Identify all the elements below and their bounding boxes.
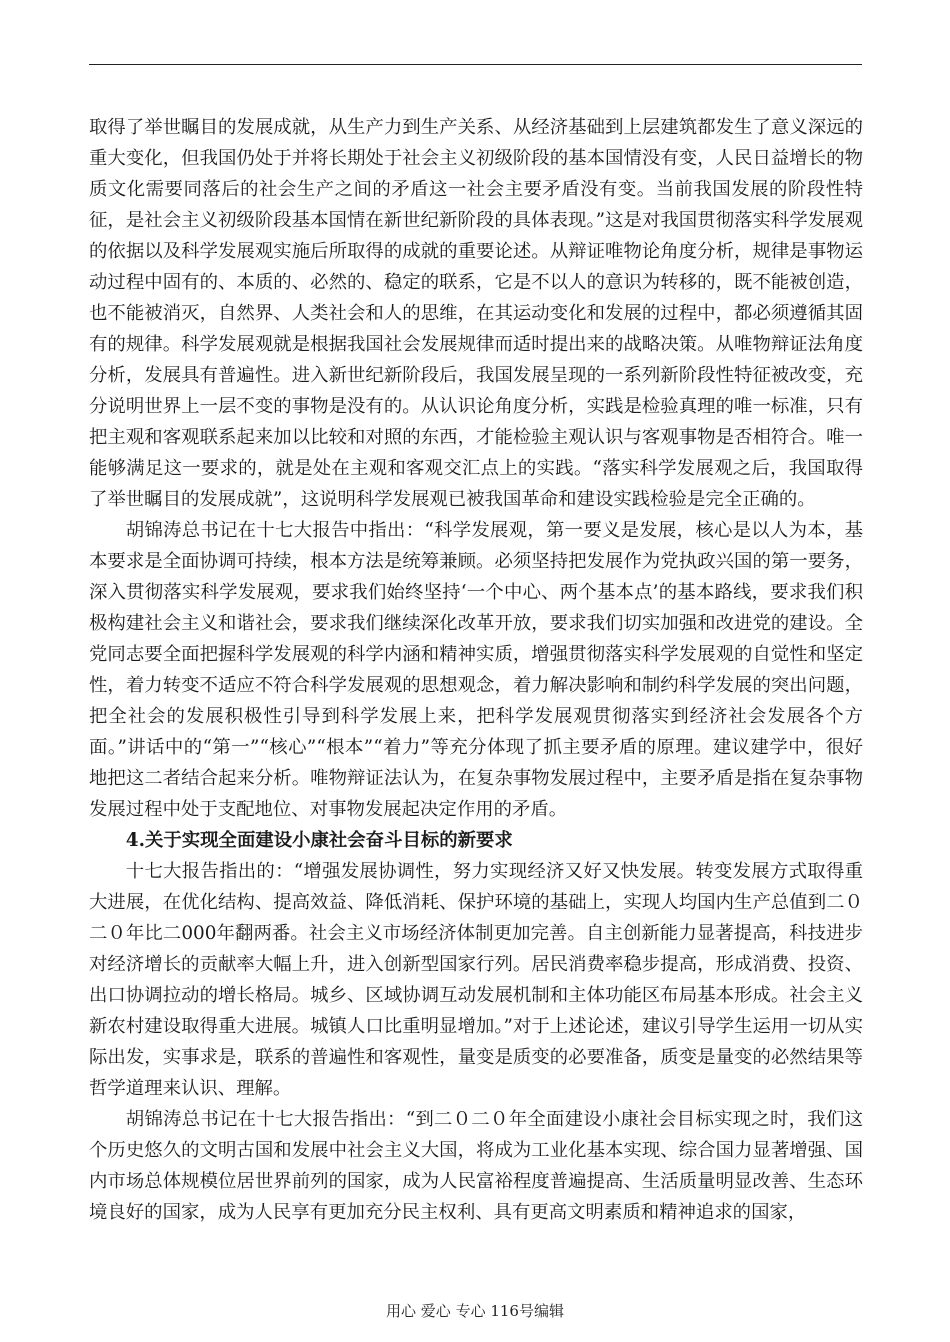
paragraph-continuation: 取得了举世瞩目的发展成就，从生产力到生产关系、从经济基础到上层建筑都发生了意义深远的重大变化，但我国仍处于并将长期处于社会主义初级阶段的基本国情没有变，人民日益增长的物质文化需要同落后的社会生产之间的矛盾这一社会主要矛盾没有变。当前我国发展的阶段性特征，是社会主义初级阶段基本国情在新世纪新阶段的具体表现。”这是对我国贯彻落实科学发展观的依据以及科学发展观实施后所取得的成就的重要论述。从辩证唯物论角度分析，规律是事物运动过程中固有的、本质的、必然的、稳定的联系，它是不以人的意识为转移的，既不能被创造，也不能被消灭，自然界、人类社会和人的思维，在其运动变化和发展的过程中，都必须遵循其固有的规律。科学发展观就是根据我国社会发展规律而适时提出来的战略决策。从唯物辩证法角度分析，发展具有普遍性。进入新世纪新阶段后，我国发展呈现的一系列新阶段性特征被改变，充分说明世界上一层不变的事物是没有的。从认识论角度分析，实践是检验真理的唯一标准，只有把主观和客观联系起来加以比较和对照的东西，才能检验主观认识与客观事物是否相符合。唯一能够满足这一要求的，就是处在主观和客观交汇点上的实践。“落实科学发展观之后，我国取得了举世瞩目的发展成就”，这说明科学发展观已被我国革命和建设实践检验是完全正确的。 [89, 117, 863, 510]
paragraph-2020-goals: 胡锦涛总书记在十七大报告指出：“到二０二０年全面建设小康社会目标实现之时，我们这个历史悠久的文明古国和发展中社会主义大国，将成为工业化基本实现、综合国力显著增强、国内市场总体规模位居世界前列的国家，成为人民富裕程度普遍提高、生活质量明显改善、生态环境良好的国家，成为人民享有更加充分民主权利、具有更高文明素质和精神追求的国家， [89, 1109, 863, 1223]
header-rule [89, 64, 862, 65]
page-footer: 用心 爱心 专心 116号编辑 [386, 1302, 564, 1320]
document-body [89, 112, 863, 1228]
section-heading: 4.关于实现全面建设小康社会奋斗目标的新要求 [125, 830, 513, 851]
paragraph-report-requirements: 十七大报告指出的：“增强发展协调性，努力实现经济又好又快发展。转变发展方式取得重大进展，在优化结构、提高效益、降低消耗、保护环境的基础上，实现人均国内生产总值到二０二０年比二000年翻两番。社会主义市场经济体制更加完善。自主创新能力显著提高，科技进步对经济增长的贡献率大幅上升，进入创新型国家行列。居民消费率稳步提高，形成消费、投资、出口协调拉动的增长格局。城乡、区域协调互动发展机制和主体功能区布局基本形成。社会主义新农村建设取得重大进展。城镇人口比重明显增加。”对于上述论述，建议引导学生运用一切从实际出发，实事求是，联系的普遍性和客观性，量变是质变的必要准备，质变是量变的必然结果等哲学道理来认识、理解。 [89, 861, 863, 1099]
paragraph-scientific-development: 胡锦涛总书记在十七大报告中指出：“科学发展观，第一要义是发展，核心是以人为本，基本要求是全面协调可持续，根本方法是统筹兼顾。必须坚持把发展作为党执政兴国的第一要务，深入贯彻落实科学发展观，要求我们始终坚持‘一个中心、两个基本点’的基本路线，要求我们积极构建社会主义和谐社会，要求我们继续深化改革开放，要求我们切实加强和改进党的建设。全党同志要全面把握科学发展观的科学内涵和精神实质，增强贯彻落实科学发展观的自觉性和坚定性，着力转变不适应不符合科学发展观的思想观念，着力解决影响和制约科学发展的突出问题，把全社会的发展积极性引导到科学发展上来，把科学发展观贯彻落实到经济社会发展各个方面。”讲话中的“第一”“核心”“根本”“着力”等充分体现了抓主要矛盾的原理。建议建学中，很好地把这二者结合起来分析。唯物辩证法认为，在复杂事物发展过程中，主要矛盾是指在复杂事物发展过程中处于支配地位、对事物发展起决定作用的矛盾。 [89, 520, 863, 820]
